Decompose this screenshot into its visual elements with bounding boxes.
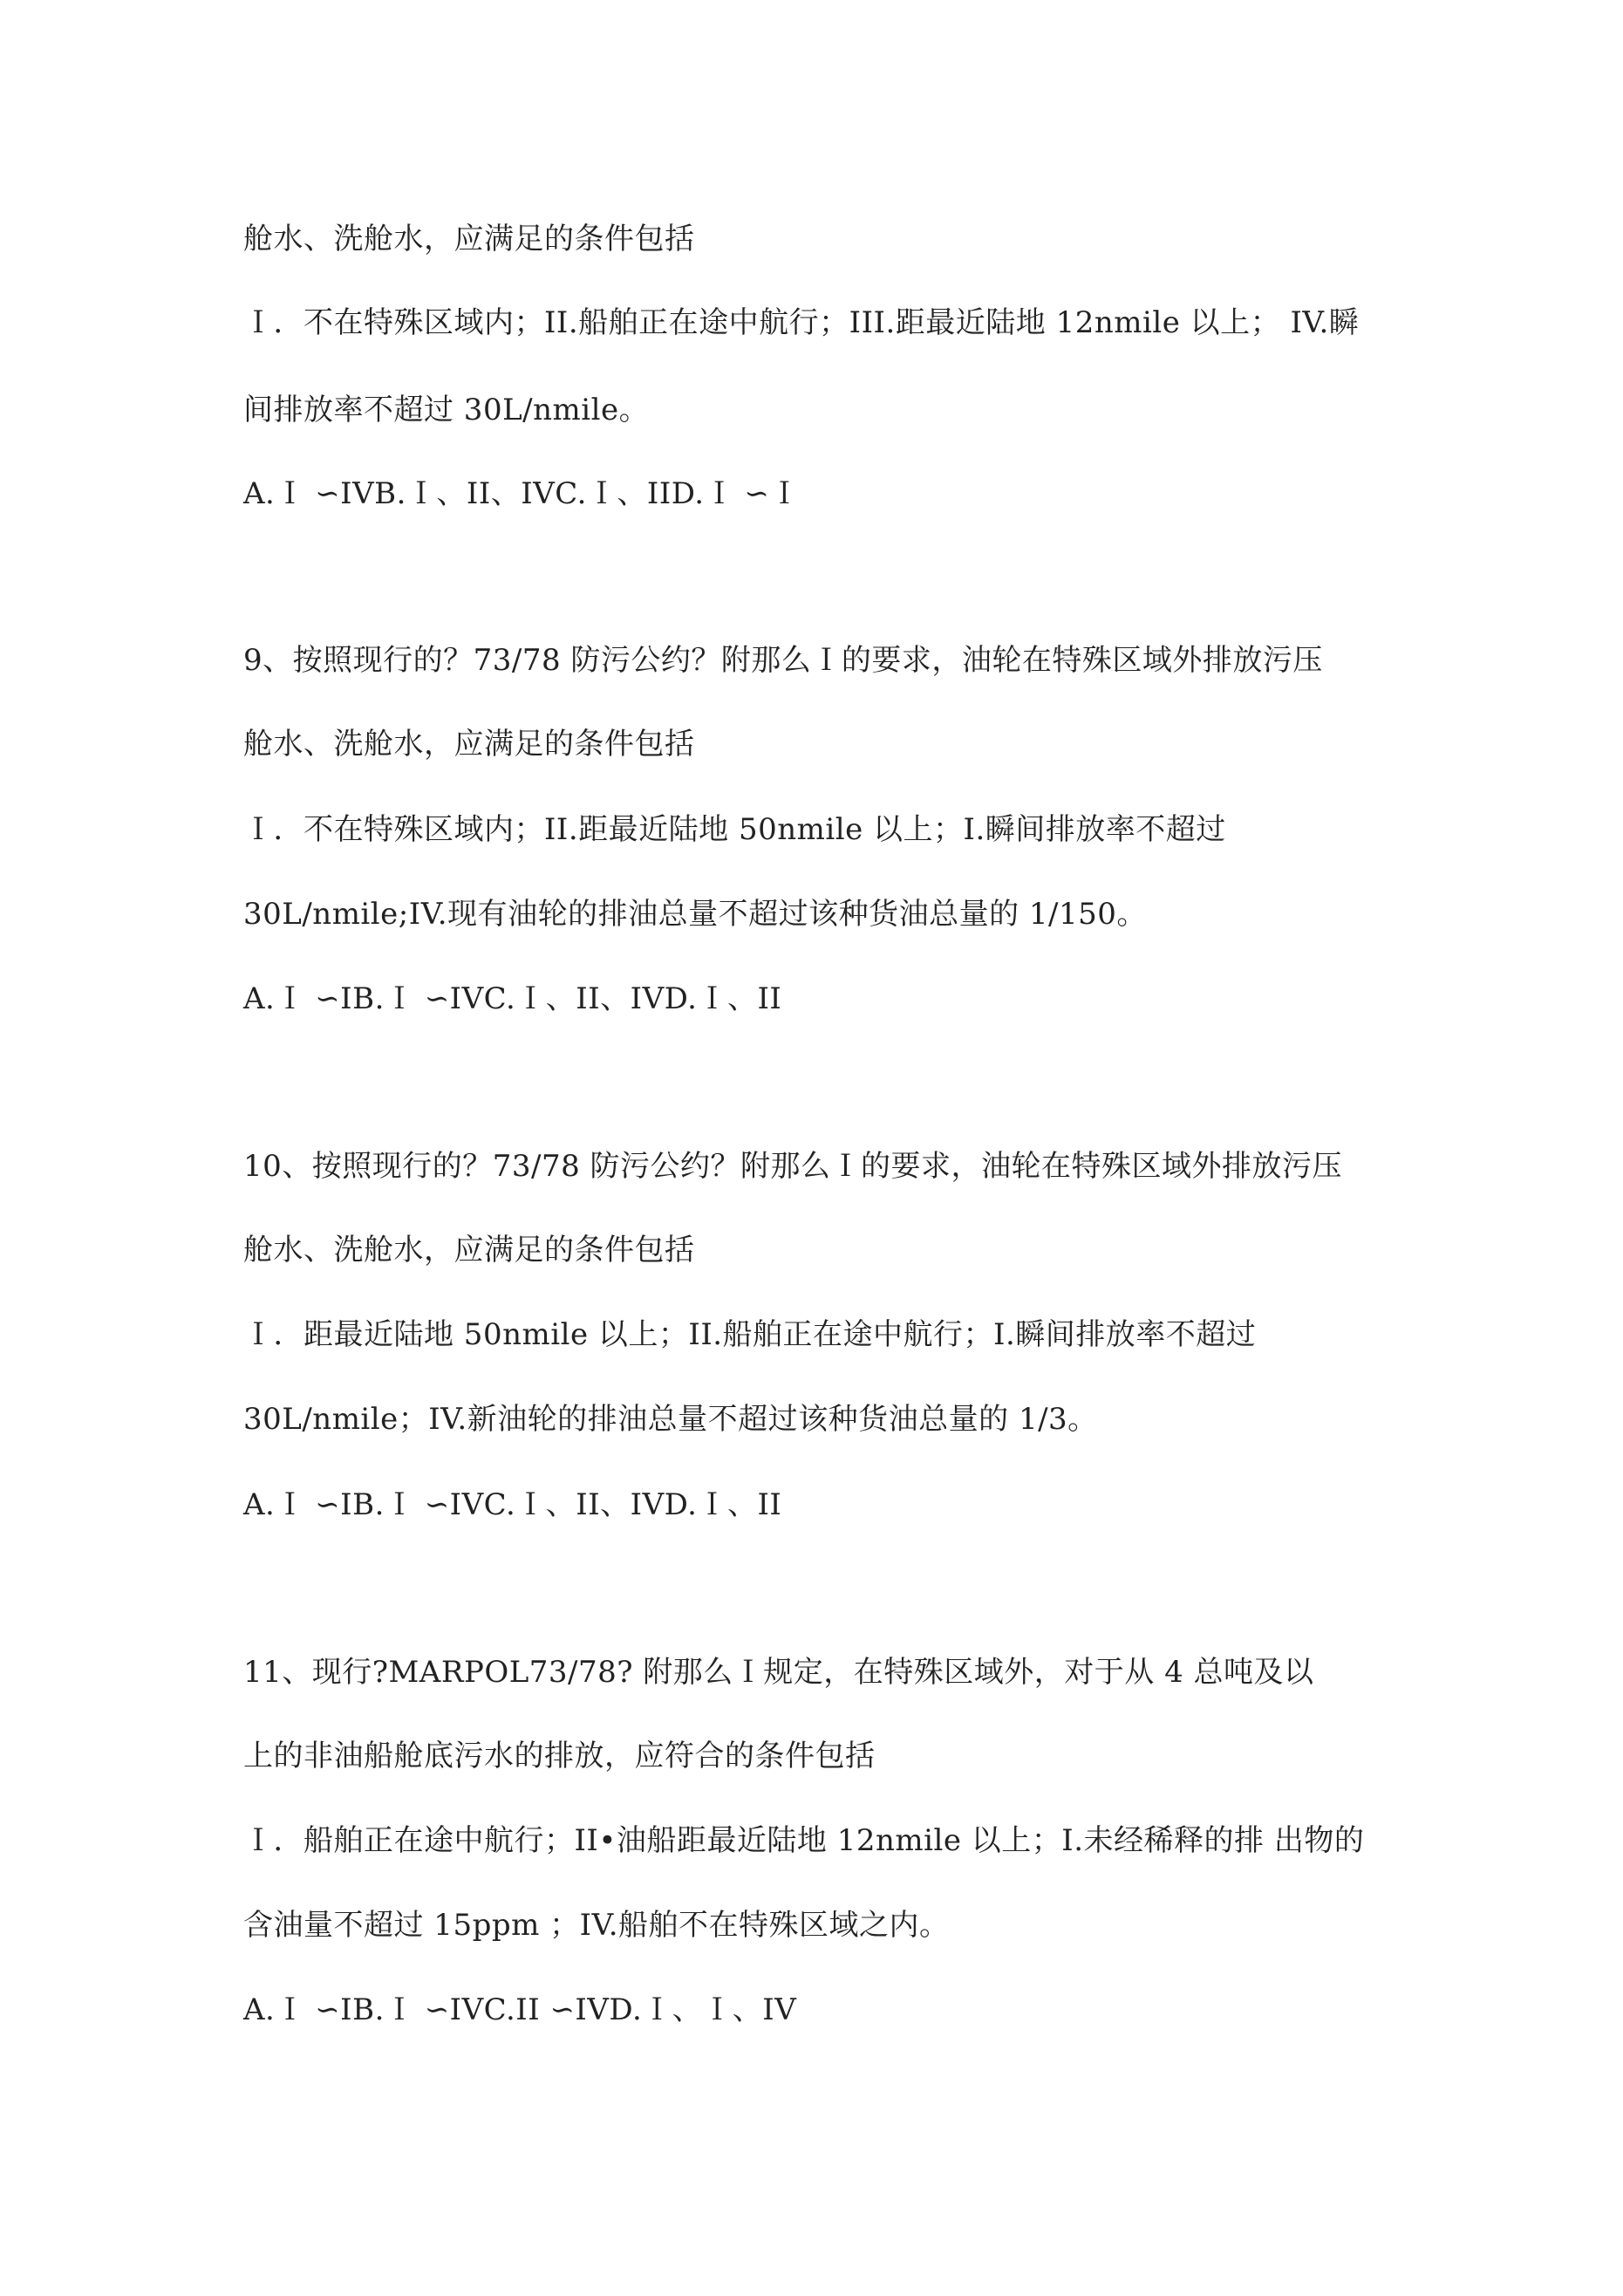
question-10-options: A.Ｉ ∽IB.Ｉ ∽IVC.Ｉ、II、IVD.Ｉ、II [243, 1487, 782, 1522]
question-10-conditions: Ｉ．距最近陆地 50nmile 以上；II.船舶正在途中航行；I.瞬间排放率不超过 [243, 1317, 1257, 1352]
question-9-options: A.Ｉ ∽IB.Ｉ ∽IVC.Ｉ、II、IVD.Ｉ、II [243, 981, 782, 1016]
question-11-conditions: Ｉ．船舶正在途中航行；II•油船距最近陆地 12nmile 以上；I.未经稀释的排 出物的 [243, 1823, 1365, 1858]
question-11-options: A.Ｉ ∽IB.Ｉ ∽IVC.II ∽IVD.Ｉ、Ｉ、IV [243, 1992, 797, 2027]
question-conditions-continuation: 间排放率不超过 30L/nmile。 [243, 393, 650, 427]
question-stem-continuation: 舱水、洗舱水，应满足的条件包括 [243, 222, 695, 256]
question-11-conditions-continuation: 含油量不超过 15ppm ；IV.船舶不在特殊区域之内。 [243, 1908, 950, 1943]
question-9-stem: 9、按照现行的？73/78 防污公约？附那么Ｉ的要求，油轮在特殊区域外排放污压 [243, 643, 1323, 678]
question-11-stem-continuation: 上的非油船舱底污水的排放，应符合的条件包括 [243, 1739, 876, 1773]
question-9-conditions-continuation: 30L/nmile;IV.现有油轮的排油总量不超过该种货油总量的 1/150。 [243, 897, 1147, 932]
question-options: A.Ｉ ∽IVB.Ｉ、II、IVC.Ｉ、IID.Ｉ ∽Ｉ [243, 476, 800, 511]
question-10-stem: 10、按照现行的？73/78 防污公约？附那么Ｉ的要求，油轮在特殊区域外排放污压 [243, 1149, 1343, 1184]
question-9-stem-continuation: 舱水、洗舱水，应满足的条件包括 [243, 727, 695, 762]
question-11-stem: 11、现行?MARPOL73/78? 附那么Ｉ规定，在特殊区域外，对于从 4 总吨及以 [243, 1655, 1314, 1690]
question-10-stem-continuation: 舱水、洗舱水，应满足的条件包括 [243, 1233, 695, 1268]
question-9-conditions: Ｉ．不在特殊区域内；II.距最近陆地 50nmile 以上；I.瞬间排放率不超过 [243, 812, 1226, 847]
question-10-conditions-continuation: 30L/nmile；IV.新油轮的排油总量不超过该种货油总量的 1/3。 [243, 1402, 1098, 1437]
question-conditions: Ｉ．不在特殊区域内；II.船舶正在途中航行；III.距最近陆地 12nmile 以上； IV.瞬 [243, 305, 1360, 340]
